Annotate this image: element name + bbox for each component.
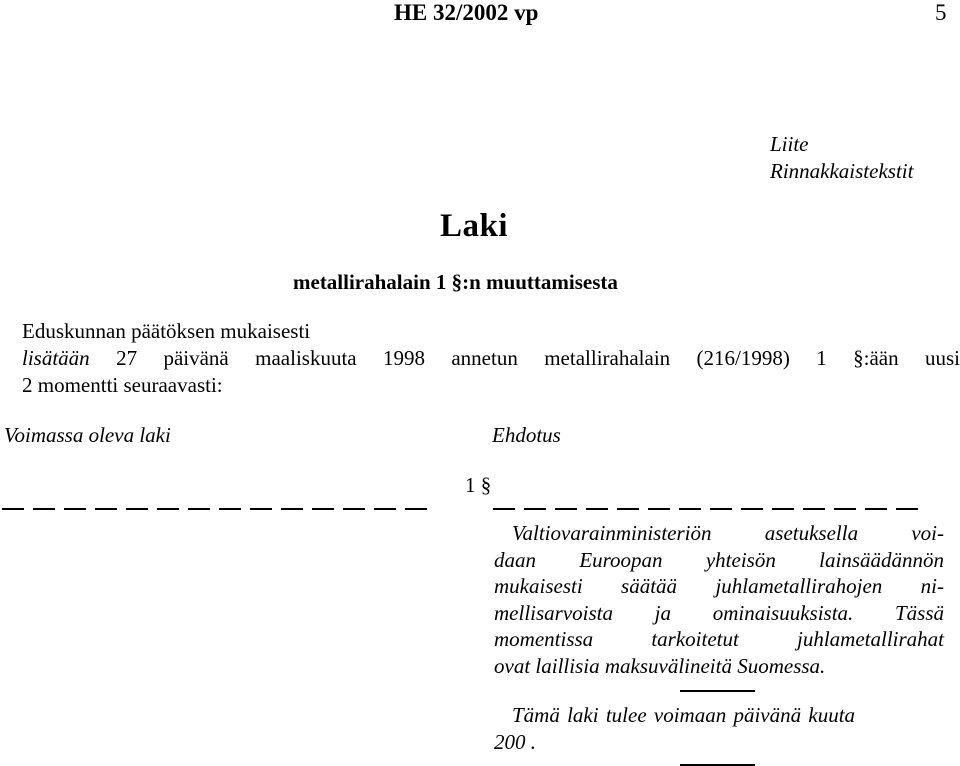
- law-title: Laki: [440, 208, 509, 244]
- end-rule: [680, 764, 755, 766]
- preamble: [22, 318, 960, 399]
- entry-into-force-line-1: Tämä laki tulee voimaan päivänä kuuta: [512, 703, 856, 727]
- preamble-line-3: 2 momentti seuraavasti:: [22, 373, 223, 397]
- document-id: HE 32/2002 vp: [394, 0, 539, 25]
- page-number: 5: [935, 0, 947, 25]
- proposal-line: daan Euroopan yhteisön lainsäädännön: [494, 547, 944, 572]
- proposal-line: mellisarvoista ja ominaisuuksista. Tässä: [494, 600, 944, 625]
- separator-rule: [680, 690, 755, 692]
- proposal-line: mukaisesti säätää juhlametallirahojen ni-: [494, 574, 944, 599]
- omitted-text-dashes-left: [2, 508, 436, 510]
- section-mark: 1 §: [465, 473, 492, 497]
- proposal-line: Valtiovarainministeriön asetuksella voi-: [512, 521, 944, 545]
- entry-into-force: [494, 702, 944, 755]
- proposal-line: ovat laillisia maksuvälineitä Suomessa.: [494, 653, 826, 678]
- proposal-text: [494, 520, 944, 680]
- entry-into-force-line-2: 200 .: [494, 729, 536, 754]
- preamble-line-2: [22, 345, 960, 372]
- attachment-label: [770, 131, 913, 185]
- law-subtitle: metallirahalain 1 §:n muuttamisesta: [293, 270, 618, 294]
- preamble-verb: lisätään: [22, 346, 90, 370]
- preamble-line-2-rest: 27 päivänä maaliskuuta 1998 annetun metallirahalain (216/1998) 1 §:ään uusi: [89, 346, 960, 370]
- attachment-line-1: Liite: [770, 132, 809, 156]
- proposal-heading: Ehdotus: [492, 423, 561, 447]
- omitted-text-dashes-right: [493, 508, 927, 510]
- attachment-line-2: Rinnakkaistekstit: [770, 159, 914, 183]
- preamble-line-1: Eduskunnan päätöksen mukaisesti: [22, 319, 311, 343]
- proposal-line: momentissa tarkoitetut juhlametallirahat: [494, 627, 944, 652]
- current-law-heading: Voimassa oleva laki: [4, 423, 171, 447]
